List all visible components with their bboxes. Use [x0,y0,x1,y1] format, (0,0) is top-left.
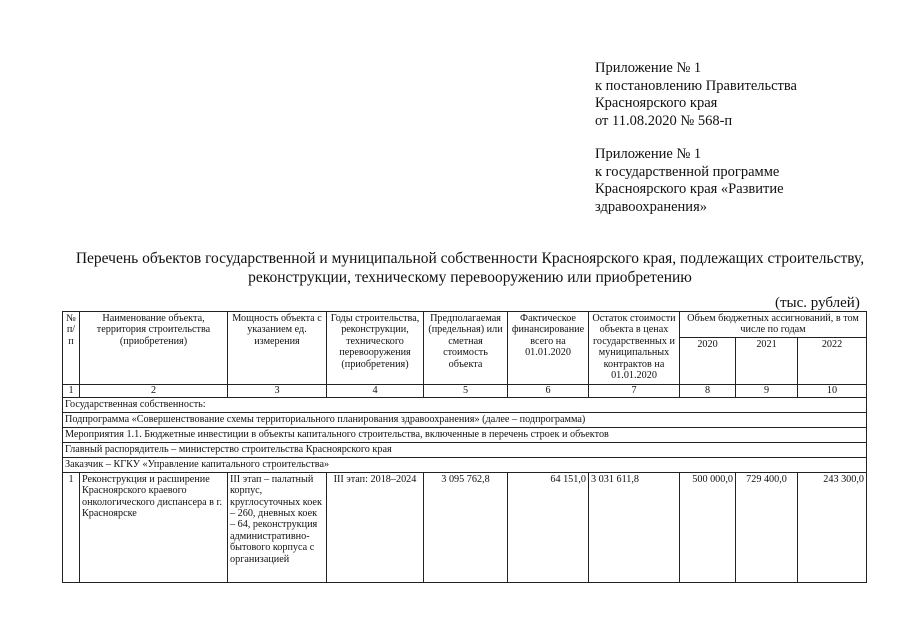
appendix-block-resolution [595,60,855,130]
row-actual-financing: 64 151,0 [508,472,589,582]
appendix-line: Приложение № 1 [595,146,702,162]
header-year-2021: 2021 [736,337,798,384]
col-number: 10 [798,384,867,397]
row-num: 1 [63,472,80,582]
appendix-line: здравоохранения» [595,198,707,215]
row-remaining-cost: 3 031 611,8 [589,472,680,582]
title-line-1: Перечень объектов государственной и муниципальной собственности Красноярского края, подлежащих строительству, [75,250,865,267]
section-row: Мероприятия 1.1. Бюджетные инвестиции в объекты капитального строительства, включенные в перечень строек и объектов [63,427,867,442]
col-number: 1 [63,384,80,397]
row-2022: 243 300,0 [798,472,867,582]
header-year-2020: 2020 [680,337,736,384]
col-number: 4 [327,384,424,397]
header-estimated-cost: Предполагаемая (предельная) или сметная стоимость объекта [424,312,508,385]
document-title [40,249,900,287]
objects-table [62,311,867,583]
header-budget: Объем бюджетных ассигнований, в том числе по годам [680,312,867,338]
appendix-line: к государственной программе [595,163,780,180]
row-years: III этап: 2018–2024 [327,472,424,582]
col-number: 8 [680,384,736,397]
section-row: Главный распорядитель – министерство строительства Красноярского края [63,442,867,457]
header-num: № п/п [63,312,80,385]
appendix-line: Приложение № 1 [595,60,702,76]
units-label: (тыс. рублей) [775,295,860,311]
col-number: 7 [589,384,680,397]
header-capacity: Мощность объекта с указанием ед. измерения [228,312,327,385]
section-row: Заказчик – КГКУ «Управление капитального строительства» [63,457,867,472]
appendix-line: от 11.08.2020 № 568-п [595,112,733,129]
appendix-block-program [595,146,855,216]
col-number: 5 [424,384,508,397]
header-year-2022: 2022 [798,337,867,384]
section-row: Подпрограмма «Совершенствование схемы территориального планирования здравоохранения» (далее – подпрограмма) [63,412,867,427]
appendix-line: Красноярского края «Развитие [595,181,784,197]
section-row: Государственная собственность: [63,397,867,412]
header-name: Наименование объекта, территория строительства (приобретения) [80,312,228,385]
col-number: 3 [228,384,327,397]
col-number: 9 [736,384,798,397]
appendix-line: к постановлению Правительства [595,77,797,94]
col-number: 2 [80,384,228,397]
header-years: Годы строительства, реконструкции, технического перевооружения (приобретения) [327,312,424,385]
appendix-line: Красноярского края [595,95,718,111]
header-actual-financing: Фактическое финансирование всего на 01.01.2020 [508,312,589,385]
row-capacity: III этап – палатный корпус, круглосуточных коек – 260, дневных коек – 64, реконструкция административно-бытового корпуса с организацией [228,472,327,582]
table-row [63,472,867,582]
row-2020: 500 000,0 [680,472,736,582]
row-2021: 729 400,0 [736,472,798,582]
row-name: Реконструкция и расширение Красноярского краевого онкологического диспансера в г. Красноярске [80,472,228,582]
row-estimated-cost: 3 095 762,8 [424,472,508,582]
header-remaining-cost: Остаток стоимости объекта в ценах государственных и муниципальных контрактов на 01.01.2020 [589,312,680,385]
col-number: 6 [508,384,589,397]
title-line-2: реконструкции, техническому перевооружению или приобретению [248,269,692,286]
